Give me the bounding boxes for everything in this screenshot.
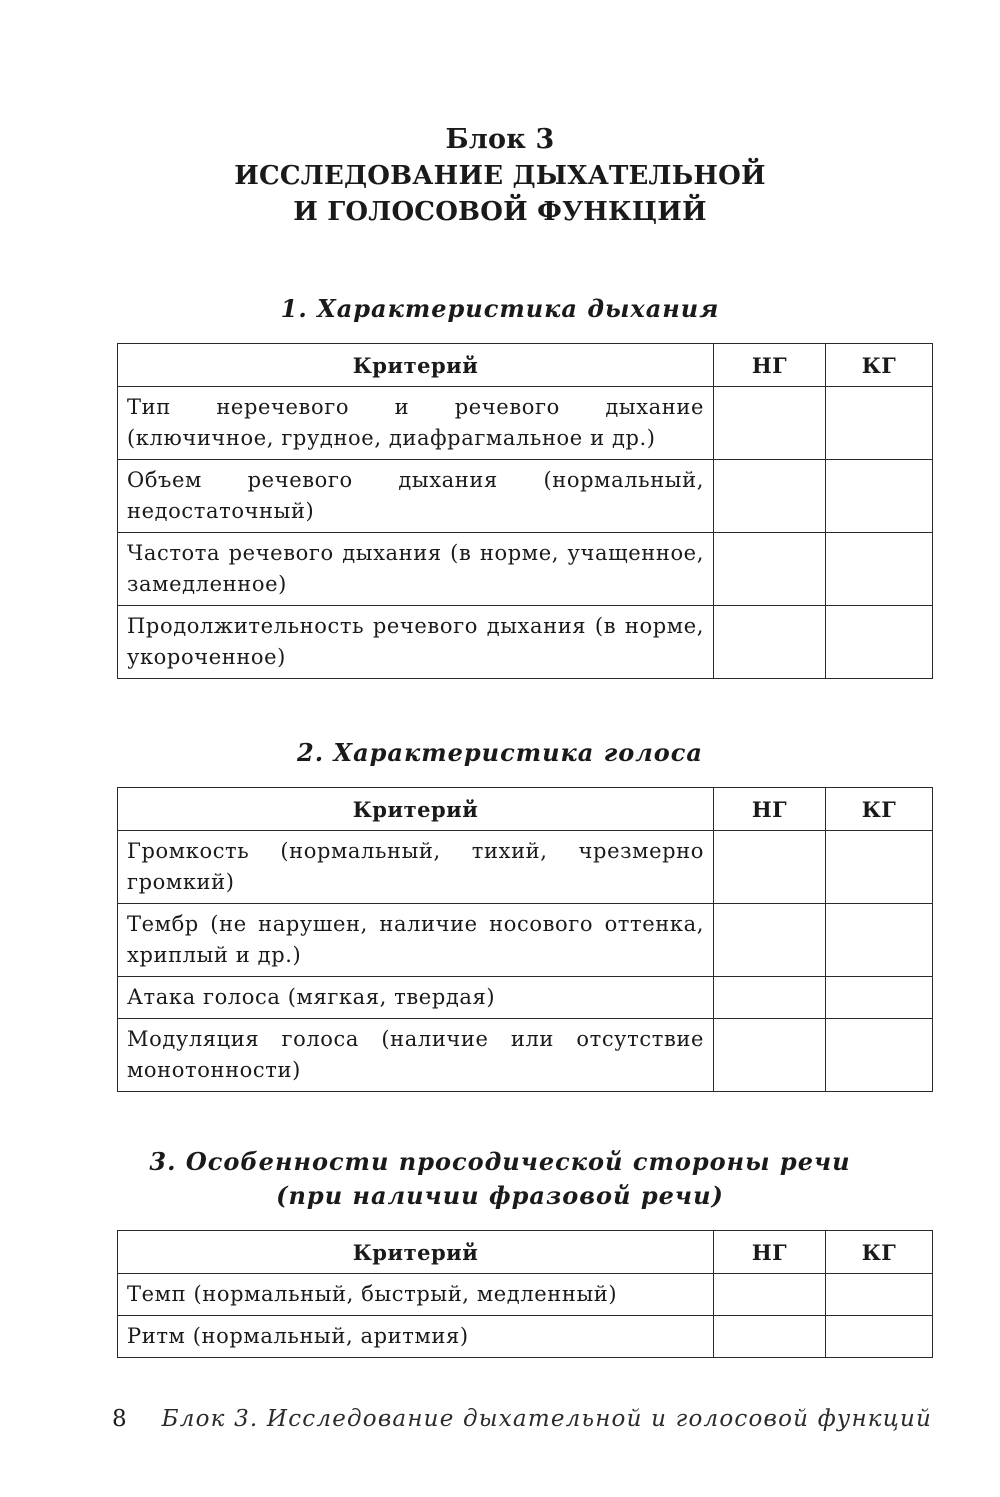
section-title-line: (при наличии фразовой речи)	[276, 1181, 724, 1210]
criterion-cell: Тип неречевого и речевого дыхание (ключичное, грудное, диафрагмальное и др.)	[118, 387, 714, 460]
kg-cell[interactable]	[826, 977, 933, 1019]
header-ng: НГ	[714, 788, 826, 831]
table-row	[118, 904, 933, 977]
kg-cell[interactable]	[826, 1274, 933, 1316]
table-header-row	[118, 788, 933, 831]
header-criterion: Критерий	[118, 344, 714, 387]
ng-cell[interactable]	[714, 1274, 826, 1316]
table-row	[118, 387, 933, 460]
criterion-cell: Ритм (нормальный, аритмия)	[118, 1316, 714, 1358]
table-prosody	[117, 1230, 933, 1358]
header-criterion: Критерий	[118, 788, 714, 831]
table-header-row	[118, 344, 933, 387]
kg-cell[interactable]	[826, 831, 933, 904]
ng-cell[interactable]	[714, 831, 826, 904]
table-row	[118, 1019, 933, 1092]
block-title-line2: И ГОЛОСОВОЙ ФУНКЦИЙ	[293, 197, 707, 227]
criterion-cell: Громкость (нормальный, тихий, чрезмерно громкий)	[118, 831, 714, 904]
table-header-row	[118, 1231, 933, 1274]
table-row	[118, 606, 933, 679]
block-title-line1: ИССЛЕДОВАНИЕ ДЫХАТЕЛЬНОЙ	[234, 161, 766, 191]
criterion-cell: Тембр (не нарушен, наличие носового оттенка, хриплый и др.)	[118, 904, 714, 977]
header-kg: КГ	[826, 788, 933, 831]
kg-cell[interactable]	[826, 387, 933, 460]
criterion-cell: Частота речевого дыхания (в норме, учащенное, замедленное)	[118, 533, 714, 606]
ng-cell[interactable]	[714, 977, 826, 1019]
ng-cell[interactable]	[714, 1019, 826, 1092]
section-1-title	[0, 292, 1000, 326]
section-title-line: 2. Характеристика голоса	[297, 738, 703, 767]
ng-cell[interactable]	[714, 606, 826, 679]
criterion-cell: Атака голоса (мягкая, твердая)	[118, 977, 714, 1019]
table-row	[118, 460, 933, 533]
ng-cell[interactable]	[714, 460, 826, 533]
kg-cell[interactable]	[826, 460, 933, 533]
block-heading	[0, 122, 1000, 230]
header-kg: КГ	[826, 344, 933, 387]
ng-cell[interactable]	[714, 387, 826, 460]
header-ng: НГ	[714, 344, 826, 387]
header-criterion: Критерий	[118, 1231, 714, 1274]
kg-cell[interactable]	[826, 533, 933, 606]
ng-cell[interactable]	[714, 904, 826, 977]
kg-cell[interactable]	[826, 904, 933, 977]
kg-cell[interactable]	[826, 1019, 933, 1092]
ng-cell[interactable]	[714, 533, 826, 606]
section-2-title	[0, 736, 1000, 770]
header-ng: НГ	[714, 1231, 826, 1274]
running-title: Блок 3. Исследование дыхательной и голосовой функций	[161, 1406, 932, 1432]
header-kg: КГ	[826, 1231, 933, 1274]
table-row	[118, 1316, 933, 1358]
section-title-line: 3. Особенности просодической стороны речи	[149, 1147, 851, 1176]
criterion-cell: Темп (нормальный, быстрый, медленный)	[118, 1274, 714, 1316]
table-row	[118, 1274, 933, 1316]
table-row	[118, 977, 933, 1019]
criterion-cell: Объем речевого дыхания (нормальный, недостаточный)	[118, 460, 714, 533]
table-row	[118, 831, 933, 904]
section-title-line: 1. Характеристика дыхания	[280, 294, 720, 323]
table-breathing	[117, 343, 933, 679]
section-3-title	[0, 1145, 1000, 1213]
table-voice	[117, 787, 933, 1092]
kg-cell[interactable]	[826, 1316, 933, 1358]
block-label: Блок 3	[445, 124, 555, 155]
ng-cell[interactable]	[714, 1316, 826, 1358]
criterion-cell: Продолжительность речевого дыхания (в норме, укороченное)	[118, 606, 714, 679]
page-footer	[112, 1402, 932, 1442]
criterion-cell: Модуляция голоса (наличие или отсутствие монотонности)	[118, 1019, 714, 1092]
kg-cell[interactable]	[826, 606, 933, 679]
page-number: 8	[112, 1406, 127, 1432]
table-row	[118, 533, 933, 606]
